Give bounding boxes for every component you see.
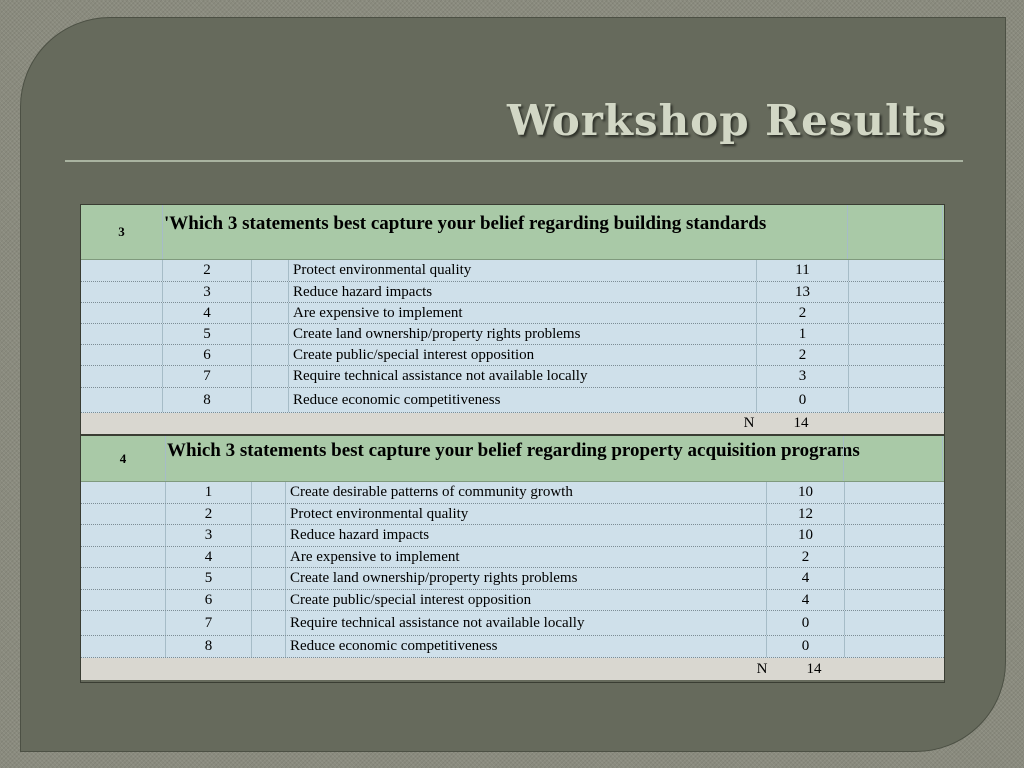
row-blank-cell xyxy=(81,504,166,524)
row-statement: Reduce economic competitiveness xyxy=(289,388,757,412)
question-number: 3 xyxy=(81,205,163,259)
row-percent xyxy=(845,636,943,657)
question-header-row xyxy=(81,436,944,482)
row-statement: Protect environmental quality xyxy=(289,260,757,281)
row-statement: Create public/special interest opposition xyxy=(289,345,757,365)
header-column-divider xyxy=(767,436,844,481)
row-spacer-cell xyxy=(252,482,286,503)
question-text: Which 3 statements best capture your belief regarding property acquisition programs xyxy=(167,440,860,461)
row-count: 12 xyxy=(767,504,845,524)
row-spacer-cell xyxy=(252,525,286,546)
row-count: 0 xyxy=(767,636,845,657)
table-row xyxy=(81,324,944,345)
row-spacer-cell xyxy=(252,260,289,281)
row-blank-cell xyxy=(81,547,166,567)
row-percent xyxy=(849,345,944,365)
table-row xyxy=(81,568,944,590)
row-percent xyxy=(845,525,943,546)
row-blank-cell xyxy=(81,590,166,610)
row-rank: 3 xyxy=(166,525,252,546)
row-blank-cell xyxy=(81,525,166,546)
row-blank-cell xyxy=(81,303,163,323)
row-blank-cell xyxy=(81,568,166,589)
row-percent xyxy=(845,611,943,635)
table-row xyxy=(81,547,944,568)
question-text: 'Which 3 statements best capture your belief regarding building standards xyxy=(164,213,767,234)
row-statement: Create land ownership/property rights problems xyxy=(286,568,767,589)
row-percent xyxy=(849,324,944,344)
row-spacer-cell xyxy=(252,303,289,323)
table-row xyxy=(81,345,944,366)
row-statement: Create public/special interest opposition xyxy=(286,590,767,610)
row-blank-cell xyxy=(81,260,163,281)
row-statement: Are expensive to implement xyxy=(286,547,767,567)
row-blank-cell xyxy=(81,611,166,635)
row-count: 10 xyxy=(767,525,845,546)
row-count: 2 xyxy=(757,345,849,365)
row-percent xyxy=(849,303,944,323)
table-row xyxy=(81,303,944,324)
row-blank-cell xyxy=(81,324,163,344)
title-divider xyxy=(65,160,963,162)
row-statement: Reduce hazard impacts xyxy=(289,282,757,302)
row-percent xyxy=(845,547,943,567)
row-percent xyxy=(845,590,943,610)
row-blank-cell xyxy=(81,366,163,387)
results-table-building-standards xyxy=(80,204,945,435)
table-total-row xyxy=(81,658,944,680)
row-count: 4 xyxy=(767,590,845,610)
row-spacer-cell xyxy=(252,611,286,635)
total-label: N xyxy=(743,415,755,431)
row-count: 10 xyxy=(767,482,845,503)
row-percent xyxy=(845,504,943,524)
row-percent xyxy=(845,482,943,503)
total-value: 14 xyxy=(793,415,809,431)
row-count: 1 xyxy=(757,324,849,344)
table-row xyxy=(81,611,944,636)
total-value: 14 xyxy=(806,660,822,677)
row-rank: 5 xyxy=(166,568,252,589)
row-count: 11 xyxy=(757,260,849,281)
row-statement: Require technical assistance not available locally xyxy=(286,611,767,635)
row-rank: 8 xyxy=(163,388,252,412)
row-rank: 7 xyxy=(166,611,252,635)
row-blank-cell xyxy=(81,345,163,365)
row-spacer-cell xyxy=(252,504,286,524)
table-row xyxy=(81,388,944,413)
row-count: 3 xyxy=(757,366,849,387)
row-statement: Create desirable patterns of community growth xyxy=(286,482,767,503)
row-count: 4 xyxy=(767,568,845,589)
row-rank: 1 xyxy=(166,482,252,503)
header-column-divider xyxy=(848,205,943,259)
row-blank-cell xyxy=(81,388,163,412)
row-rank: 3 xyxy=(163,282,252,302)
row-spacer-cell xyxy=(252,366,289,387)
row-rank: 2 xyxy=(163,260,252,281)
table-row xyxy=(81,482,944,504)
results-table-property-acquisition xyxy=(80,435,945,683)
row-count: 0 xyxy=(757,388,849,412)
row-statement: Require technical assistance not available locally xyxy=(289,366,757,387)
row-count: 2 xyxy=(767,547,845,567)
row-blank-cell xyxy=(81,482,166,503)
row-statement: Reduce hazard impacts xyxy=(286,525,767,546)
row-percent xyxy=(849,282,944,302)
table-total-row xyxy=(81,413,944,434)
row-statement: Are expensive to implement xyxy=(289,303,757,323)
row-spacer-cell xyxy=(252,324,289,344)
row-spacer-cell xyxy=(252,388,289,412)
table-row xyxy=(81,366,944,388)
row-count: 0 xyxy=(767,611,845,635)
row-rank: 5 xyxy=(163,324,252,344)
header-column-divider xyxy=(753,205,848,259)
row-count: 2 xyxy=(757,303,849,323)
row-rank: 6 xyxy=(166,590,252,610)
row-percent xyxy=(849,388,944,412)
table-row xyxy=(81,282,944,303)
table-row xyxy=(81,525,944,547)
table-row xyxy=(81,636,944,658)
row-spacer-cell xyxy=(252,345,289,365)
row-spacer-cell xyxy=(252,590,286,610)
row-statement: Create land ownership/property rights problems xyxy=(289,324,757,344)
row-rank: 4 xyxy=(163,303,252,323)
row-statement: Reduce economic competitiveness xyxy=(286,636,767,657)
row-statement: Protect environmental quality xyxy=(286,504,767,524)
row-rank: 4 xyxy=(166,547,252,567)
row-percent xyxy=(849,260,944,281)
table-row xyxy=(81,504,944,525)
row-rank: 8 xyxy=(166,636,252,657)
total-label: N xyxy=(756,660,768,677)
row-percent xyxy=(845,568,943,589)
row-rank: 2 xyxy=(166,504,252,524)
slide-title: Workshop Results xyxy=(507,96,947,145)
row-spacer-cell xyxy=(252,282,289,302)
question-header-row xyxy=(81,205,944,260)
row-spacer-cell xyxy=(252,547,286,567)
row-spacer-cell xyxy=(252,636,286,657)
row-blank-cell xyxy=(81,636,166,657)
row-percent xyxy=(849,366,944,387)
table-row xyxy=(81,590,944,611)
table-row xyxy=(81,260,944,282)
question-number: 4 xyxy=(81,436,166,481)
row-blank-cell xyxy=(81,282,163,302)
header-column-divider xyxy=(844,436,943,481)
row-spacer-cell xyxy=(252,568,286,589)
row-count: 13 xyxy=(757,282,849,302)
row-rank: 6 xyxy=(163,345,252,365)
row-rank: 7 xyxy=(163,366,252,387)
